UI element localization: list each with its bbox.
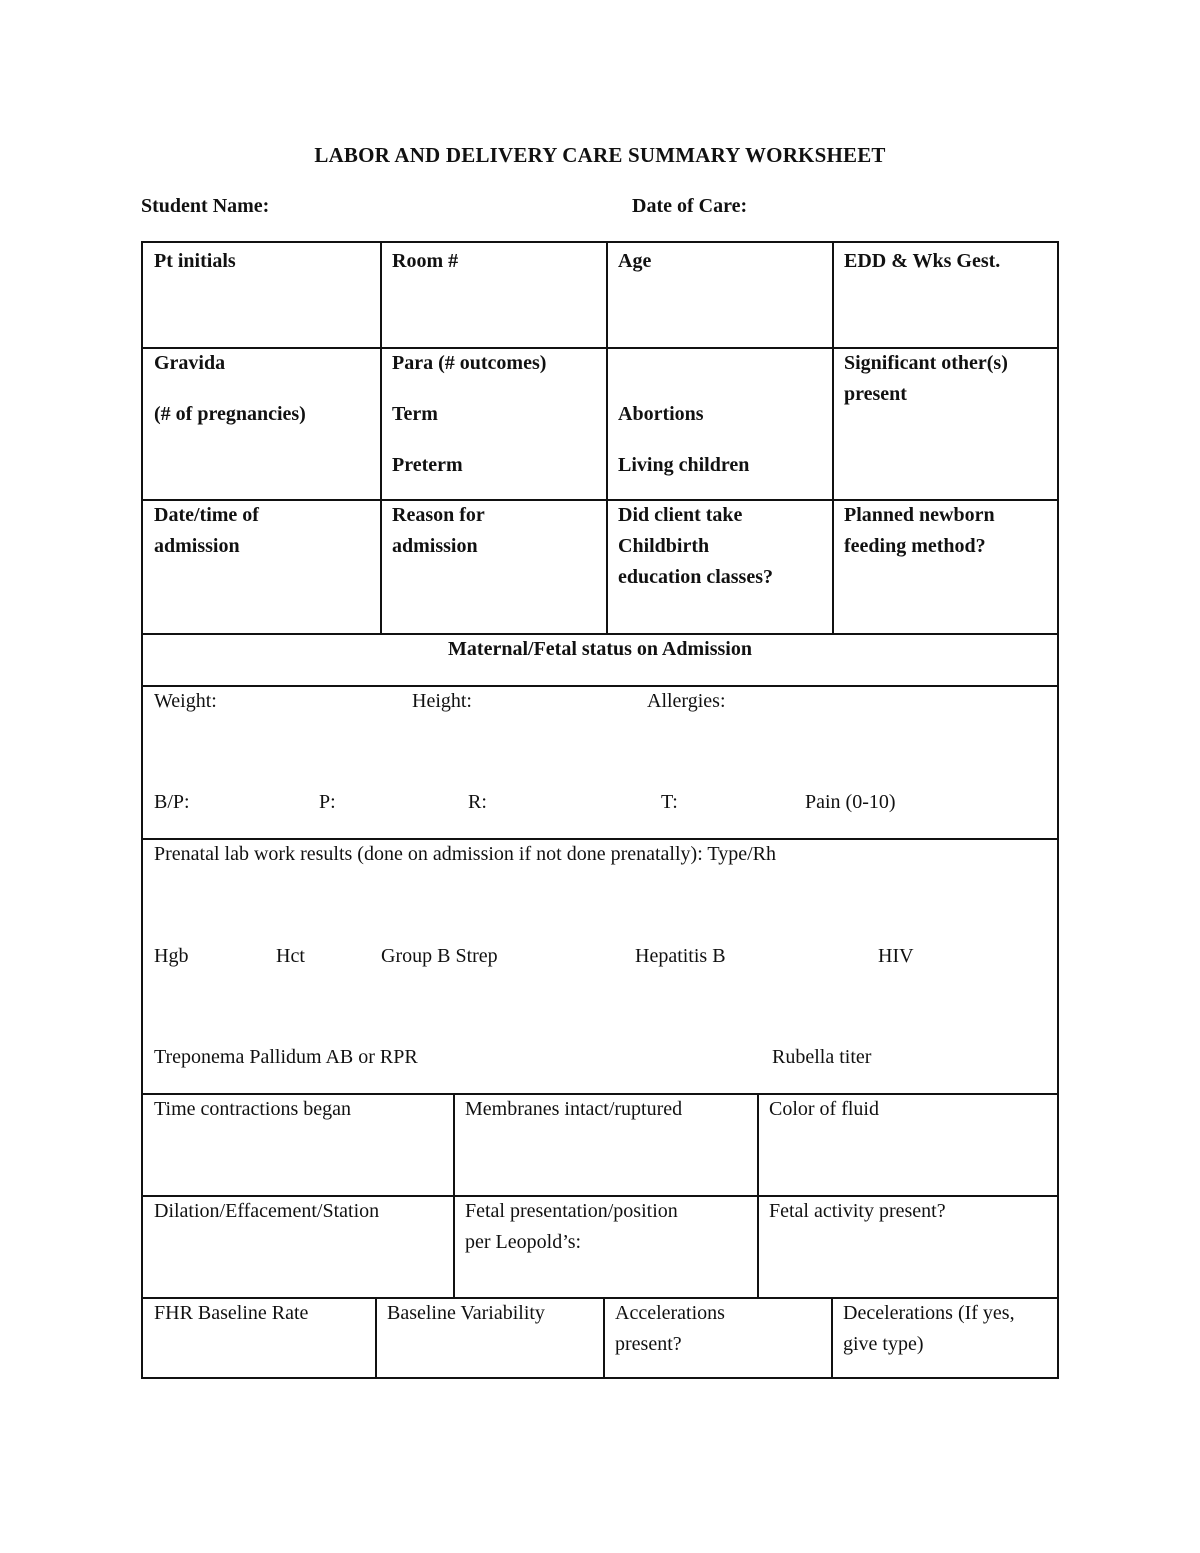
fhr-baseline-label: FHR Baseline Rate	[154, 1302, 309, 1324]
col-divider	[757, 1093, 759, 1297]
height-label: Height:	[412, 690, 472, 712]
dilation-label: Dilation/Effacement/Station	[154, 1200, 380, 1222]
accelerations-label: Accelerations	[615, 1302, 725, 1324]
pain-label: Pain (0-10)	[805, 791, 896, 813]
accelerations-label: present?	[615, 1333, 682, 1355]
col-divider	[831, 1297, 833, 1379]
admission-reason-label: Reason for	[392, 504, 485, 526]
para-label: Para (# outcomes)	[392, 352, 547, 374]
hiv-label: HIV	[878, 945, 914, 967]
admission-time-label: admission	[154, 535, 240, 557]
allergies-label: Allergies:	[647, 690, 726, 712]
childbirth-classes-label: Childbirth	[618, 535, 710, 557]
significant-other-label: Significant other(s)	[844, 352, 1008, 374]
group-b-strep-label: Group B Strep	[381, 945, 498, 967]
col-divider	[453, 1093, 455, 1297]
col-divider	[606, 243, 608, 633]
admission-reason-label: admission	[392, 535, 478, 557]
lab-heading: Prenatal lab work results (done on admission if not done prenatally): Type/Rh	[154, 843, 776, 865]
admission-time-label: Date/time of	[154, 504, 259, 526]
childbirth-classes-label: education classes?	[618, 566, 773, 588]
weight-label: Weight:	[154, 690, 217, 712]
decelerations-label: Decelerations (If yes,	[843, 1302, 1015, 1324]
hepatitis-b-label: Hepatitis B	[635, 945, 726, 967]
fetal-activity-label: Fetal activity present?	[769, 1200, 946, 1222]
fetal-presentation-label: per Leopold’s:	[465, 1231, 582, 1253]
worksheet-title: LABOR AND DELIVERY CARE SUMMARY WORKSHEET	[314, 143, 886, 167]
bp-label: B/P:	[154, 791, 190, 813]
hct-label: Hct	[276, 945, 305, 967]
significant-other-label: present	[844, 383, 907, 405]
gravida-label: Gravida	[154, 352, 226, 374]
gravida-sub-label: (# of pregnancies)	[154, 403, 306, 425]
age-label: Age	[618, 250, 652, 272]
edd-label: EDD & Wks Gest.	[844, 250, 1001, 272]
status-header: Maternal/Fetal status on Admission	[448, 638, 752, 660]
room-label: Room #	[392, 250, 459, 272]
col-divider	[832, 243, 834, 633]
fetal-presentation-label: Fetal presentation/position	[465, 1200, 678, 1222]
col-divider	[603, 1297, 605, 1379]
membranes-label: Membranes intact/ruptured	[465, 1098, 683, 1120]
preterm-label: Preterm	[392, 454, 463, 476]
feeding-method-label: feeding method?	[844, 535, 986, 557]
fluid-color-label: Color of fluid	[769, 1098, 879, 1120]
respiration-label: R:	[468, 791, 487, 813]
childbirth-classes-label: Did client take	[618, 504, 743, 526]
baseline-variability-label: Baseline Variability	[387, 1302, 545, 1324]
abortions-label: Abortions	[618, 403, 704, 425]
row-divider	[143, 685, 1057, 687]
student-name-label: Student Name:	[141, 195, 270, 217]
rpr-label: Treponema Pallidum AB or RPR	[154, 1046, 418, 1068]
date-of-care-label: Date of Care:	[632, 195, 748, 217]
rubella-label: Rubella titer	[772, 1046, 872, 1068]
pulse-label: P:	[319, 791, 336, 813]
temperature-label: T:	[661, 791, 678, 813]
hgb-label: Hgb	[154, 945, 189, 967]
col-divider	[380, 243, 382, 633]
term-label: Term	[392, 403, 438, 425]
decelerations-label: give type)	[843, 1333, 924, 1355]
col-divider	[375, 1297, 377, 1379]
feeding-method-label: Planned newborn	[844, 504, 995, 526]
worksheet-table	[141, 241, 1059, 1379]
contractions-label: Time contractions began	[154, 1098, 352, 1120]
living-children-label: Living children	[618, 454, 750, 476]
pt-initials-label: Pt initials	[154, 250, 236, 272]
